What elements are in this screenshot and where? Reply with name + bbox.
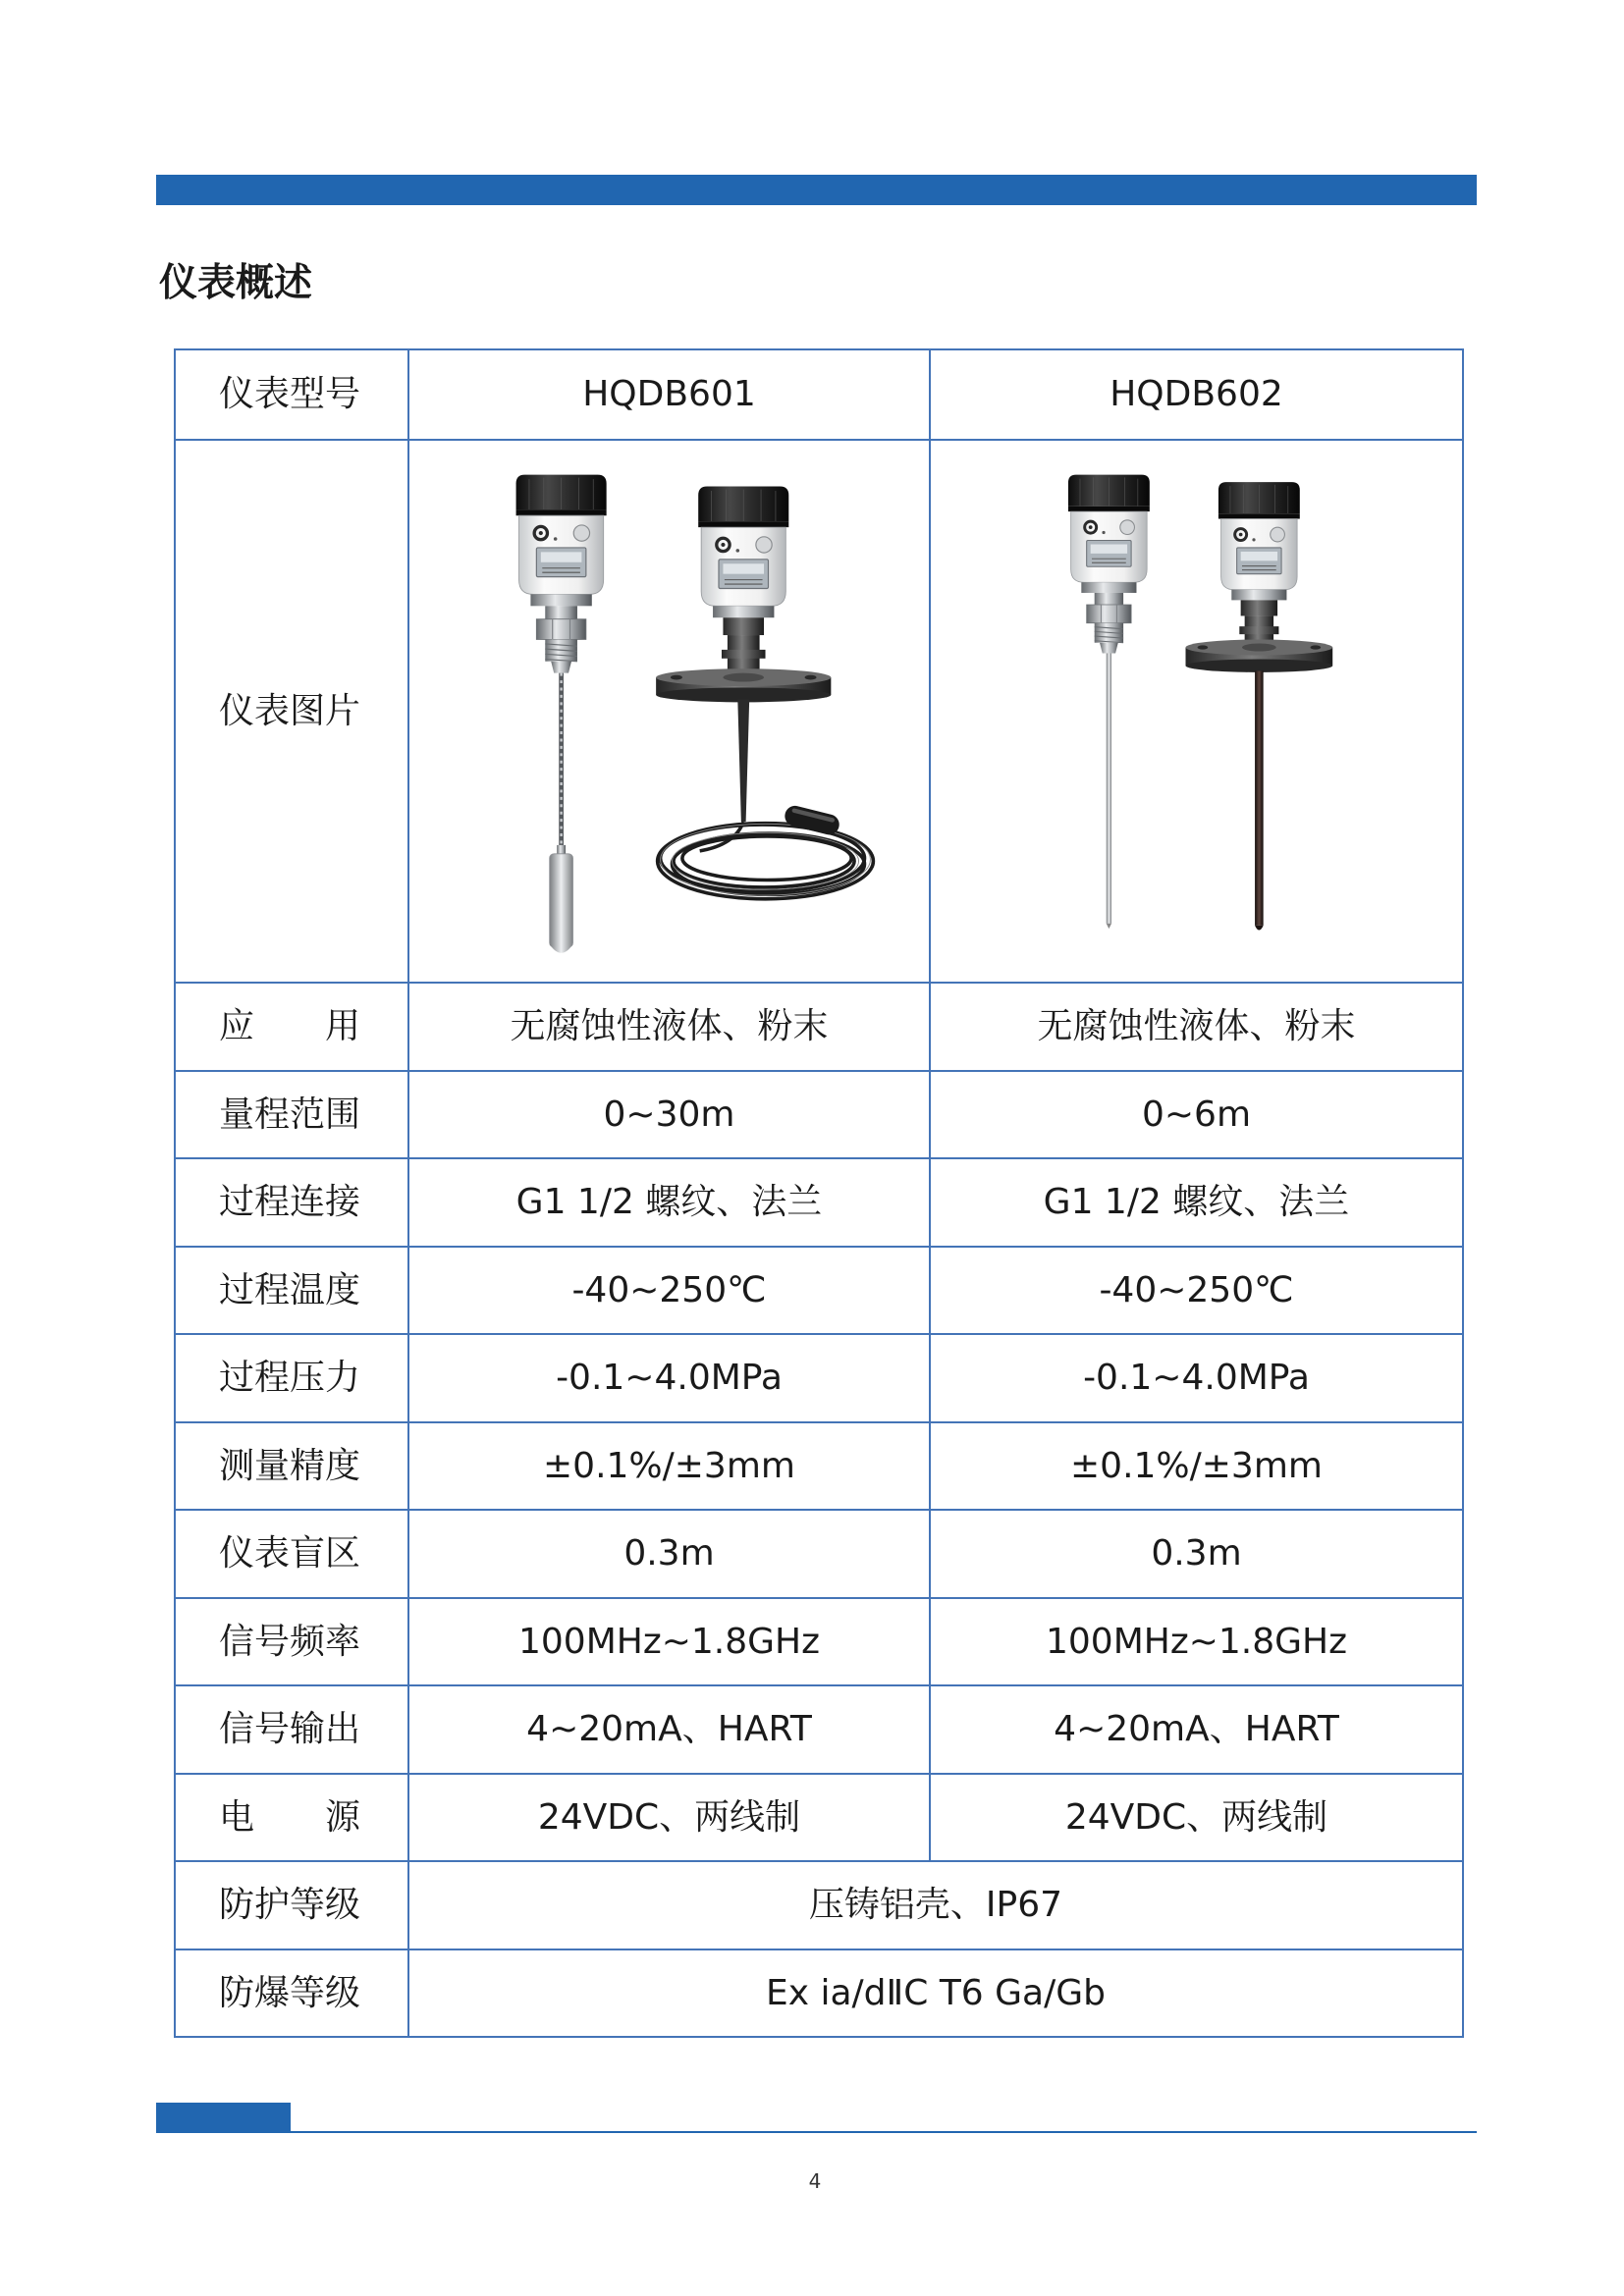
cell-value: -40~250℃: [930, 1247, 1463, 1335]
table-header-row: [175, 349, 1463, 440]
gauge-head: [1068, 474, 1150, 592]
gauge-head: [1218, 482, 1300, 600]
cell-value-shared: Ex ia/dⅡC T6 Ga/Gb: [408, 1949, 1463, 2038]
cell-value: -40~250℃: [408, 1247, 930, 1335]
cell-value: 24VDC、两线制: [408, 1774, 930, 1862]
row-label: 仪表图片: [175, 440, 408, 983]
footer-accent-block: [156, 2103, 291, 2133]
coated-rod-probe: [1255, 670, 1264, 930]
photo-cell-hqdb601: [408, 440, 930, 983]
row-label: 过程连接: [175, 1158, 408, 1247]
gauge-rod-flange-type: [1186, 482, 1333, 930]
cell-value: 无腐蚀性液体、粉末: [408, 983, 930, 1071]
process-flange: [656, 668, 831, 702]
cell-value: 0.3m: [930, 1510, 1463, 1598]
footer-rule: [291, 2131, 1477, 2133]
cell-value: 0.3m: [408, 1510, 930, 1598]
rod-probe: [1107, 653, 1111, 929]
table-row: [175, 1071, 1463, 1159]
gauge-head: [516, 474, 607, 606]
gauge-cable-flange-type: [656, 486, 873, 898]
row-label: 应 用: [175, 983, 408, 1071]
photo-cell-hqdb602: [930, 440, 1463, 983]
table-row-shared: [175, 1861, 1463, 1949]
cell-value: G1 1/2 螺纹、法兰: [408, 1158, 930, 1247]
gauge-rod-thread-type: [1068, 474, 1150, 928]
hqdb602-product-photo: [931, 443, 1462, 981]
row-label: 防护等级: [175, 1861, 408, 1949]
cell-value: 100MHz~1.8GHz: [930, 1598, 1463, 1686]
model-name-hqdb601: HQDB601: [408, 349, 930, 440]
cell-value: 24VDC、两线制: [930, 1774, 1463, 1862]
row-label: 仪表型号: [175, 349, 408, 440]
header-accent-bar: [156, 175, 1477, 205]
cell-value: 100MHz~1.8GHz: [408, 1598, 930, 1686]
cell-value-shared: 压铸铝壳、IP67: [408, 1861, 1463, 1949]
threaded-process-connection: [536, 606, 585, 672]
cell-value: ±0.1%/±3mm: [930, 1422, 1463, 1511]
cell-value: 4~20mA、HART: [930, 1685, 1463, 1774]
process-flange: [1186, 639, 1333, 671]
table-row: [175, 1598, 1463, 1686]
row-label: 测量精度: [175, 1422, 408, 1511]
probe-weight: [550, 844, 573, 952]
row-label: 过程温度: [175, 1247, 408, 1335]
cell-value: 0~30m: [408, 1071, 930, 1159]
coiled-cable: [658, 823, 874, 898]
gauge-head: [698, 486, 788, 617]
table-row: [175, 1422, 1463, 1511]
cell-value: -0.1~4.0MPa: [930, 1334, 1463, 1422]
row-label: 仪表盲区: [175, 1510, 408, 1598]
flange-neck: [722, 617, 766, 674]
table-row: [175, 1774, 1463, 1862]
spec-table: [174, 348, 1464, 2038]
table-row: [175, 983, 1463, 1071]
table-row: [175, 1510, 1463, 1598]
cell-value: ±0.1%/±3mm: [408, 1422, 930, 1511]
row-label: 信号输出: [175, 1685, 408, 1774]
table-row: [175, 1158, 1463, 1247]
cable-weight: [783, 803, 841, 836]
threaded-process-connection: [1087, 592, 1131, 652]
table-row: [175, 1685, 1463, 1774]
table-row: [175, 1247, 1463, 1335]
row-label: 防爆等级: [175, 1949, 408, 2038]
row-label: 信号频率: [175, 1598, 408, 1686]
cell-value: G1 1/2 螺纹、法兰: [930, 1158, 1463, 1247]
hqdb601-product-photo: [409, 443, 929, 981]
row-label: 过程压力: [175, 1334, 408, 1422]
table-row: [175, 1334, 1463, 1422]
row-label: 量程范围: [175, 1071, 408, 1159]
cell-value: 0~6m: [930, 1071, 1463, 1159]
table-row-images: [175, 440, 1463, 983]
gauge-wire-rope-thread-type: [516, 474, 607, 952]
page-number: 4: [808, 2169, 822, 2193]
model-name-hqdb602: HQDB602: [930, 349, 1463, 440]
cell-value: 4~20mA、HART: [408, 1685, 930, 1774]
section-title: 仪表概述: [159, 260, 313, 305]
row-label: 电 源: [175, 1774, 408, 1862]
cell-value: 无腐蚀性液体、粉末: [930, 983, 1463, 1071]
cell-value: -0.1~4.0MPa: [408, 1334, 930, 1422]
table-row-shared: [175, 1949, 1463, 2038]
